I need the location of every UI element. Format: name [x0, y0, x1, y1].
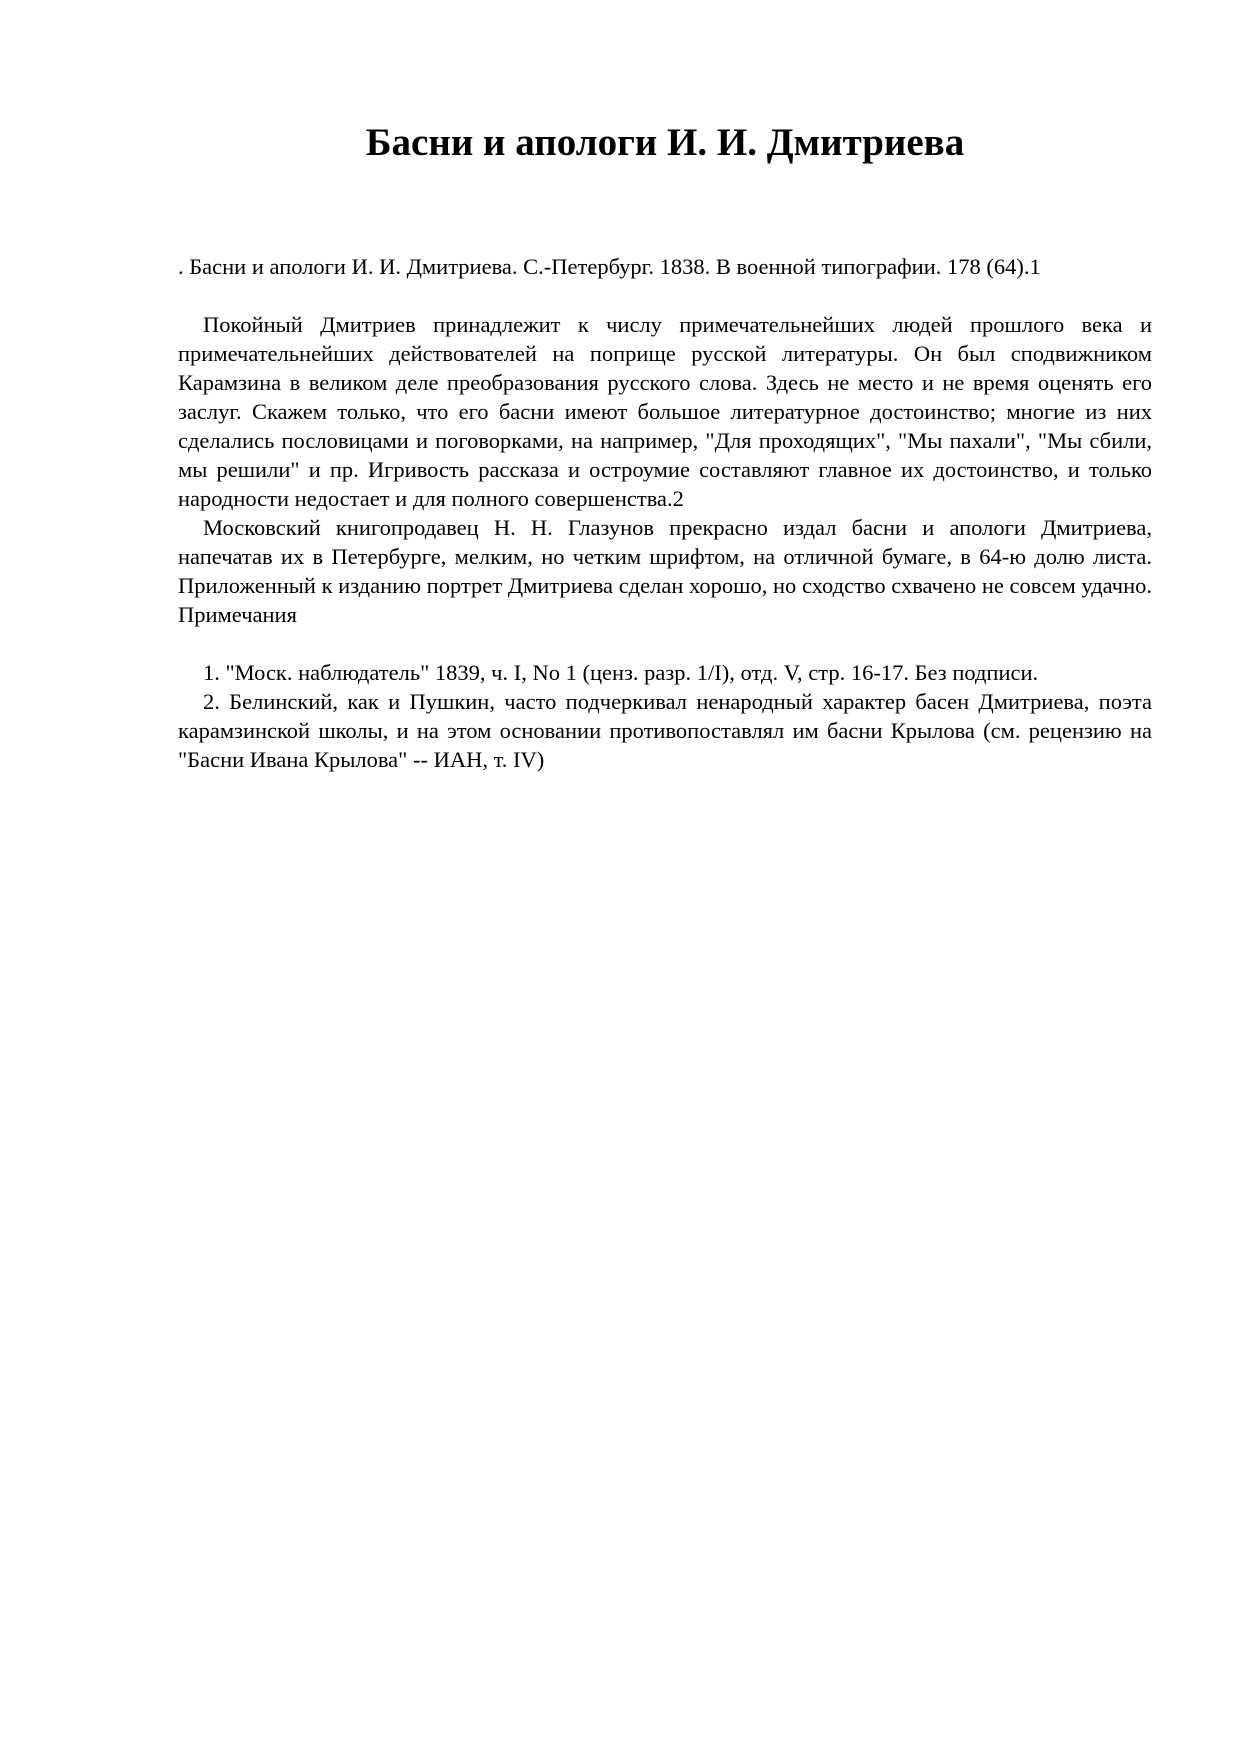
footnote-2: 2. Белинский, как и Пушкин, часто подчеркивал ненародный характер басен Дмитриева, поэта карамзинской школы, и на этом основании противопоставлял им басни Крылова (см. рецензию на "Басни Ивана Крылова" -- ИАН, т. IV): [178, 689, 1152, 772]
body-paragraph-2: Московский книгопродавец Н. Н. Глазунов прекрасно издал басни и апологи Дмитриева, напечатав их в Петербурге, мелким, но четким шрифтом, на отличной бумаге, в 64-ю долю листа. Приложенный к изданию портрет Дмитриева сделан хорошо, но сходство схвачено не совсем удачно. Примечания: [178, 515, 1152, 627]
page-title: Басни и апологи И. И. Дмитриева: [365, 121, 965, 164]
body-paragraph-1: Покойный Дмитриев принадлежит к числу примечательнейших людей прошлого века и примечательнейших действователей на поприще русской литературы. Он был сподвижником Карамзина в великом деле преобразования русского слова. Здесь не место и не время оценять его заслуг. Скажем только, что его басни имеют большое литературное достоинство; многие из них сделались пословицами и поговорками, на например, "Для проходящих", "Мы пахали", "Мы сбили, мы решили" и пр. Игривость рассказа и остроумие составляют главное их достоинство, и только народности недостает и для полного совершенства.2: [178, 312, 1152, 511]
document-body: [178, 252, 1152, 774]
footnote-1: 1. "Моск. наблюдатель" 1839, ч. I, No 1 (ценз. разр. 1/I), отд. V, стр. 16-17. Без подписи.: [203, 660, 1039, 685]
spacer: [178, 629, 1152, 658]
spacer: [178, 281, 1152, 310]
source-line: . Басни и апологи И. И. Дмитриева. С.-Петербург. 1838. В военной типографии. 178 (64).1: [178, 254, 1041, 279]
